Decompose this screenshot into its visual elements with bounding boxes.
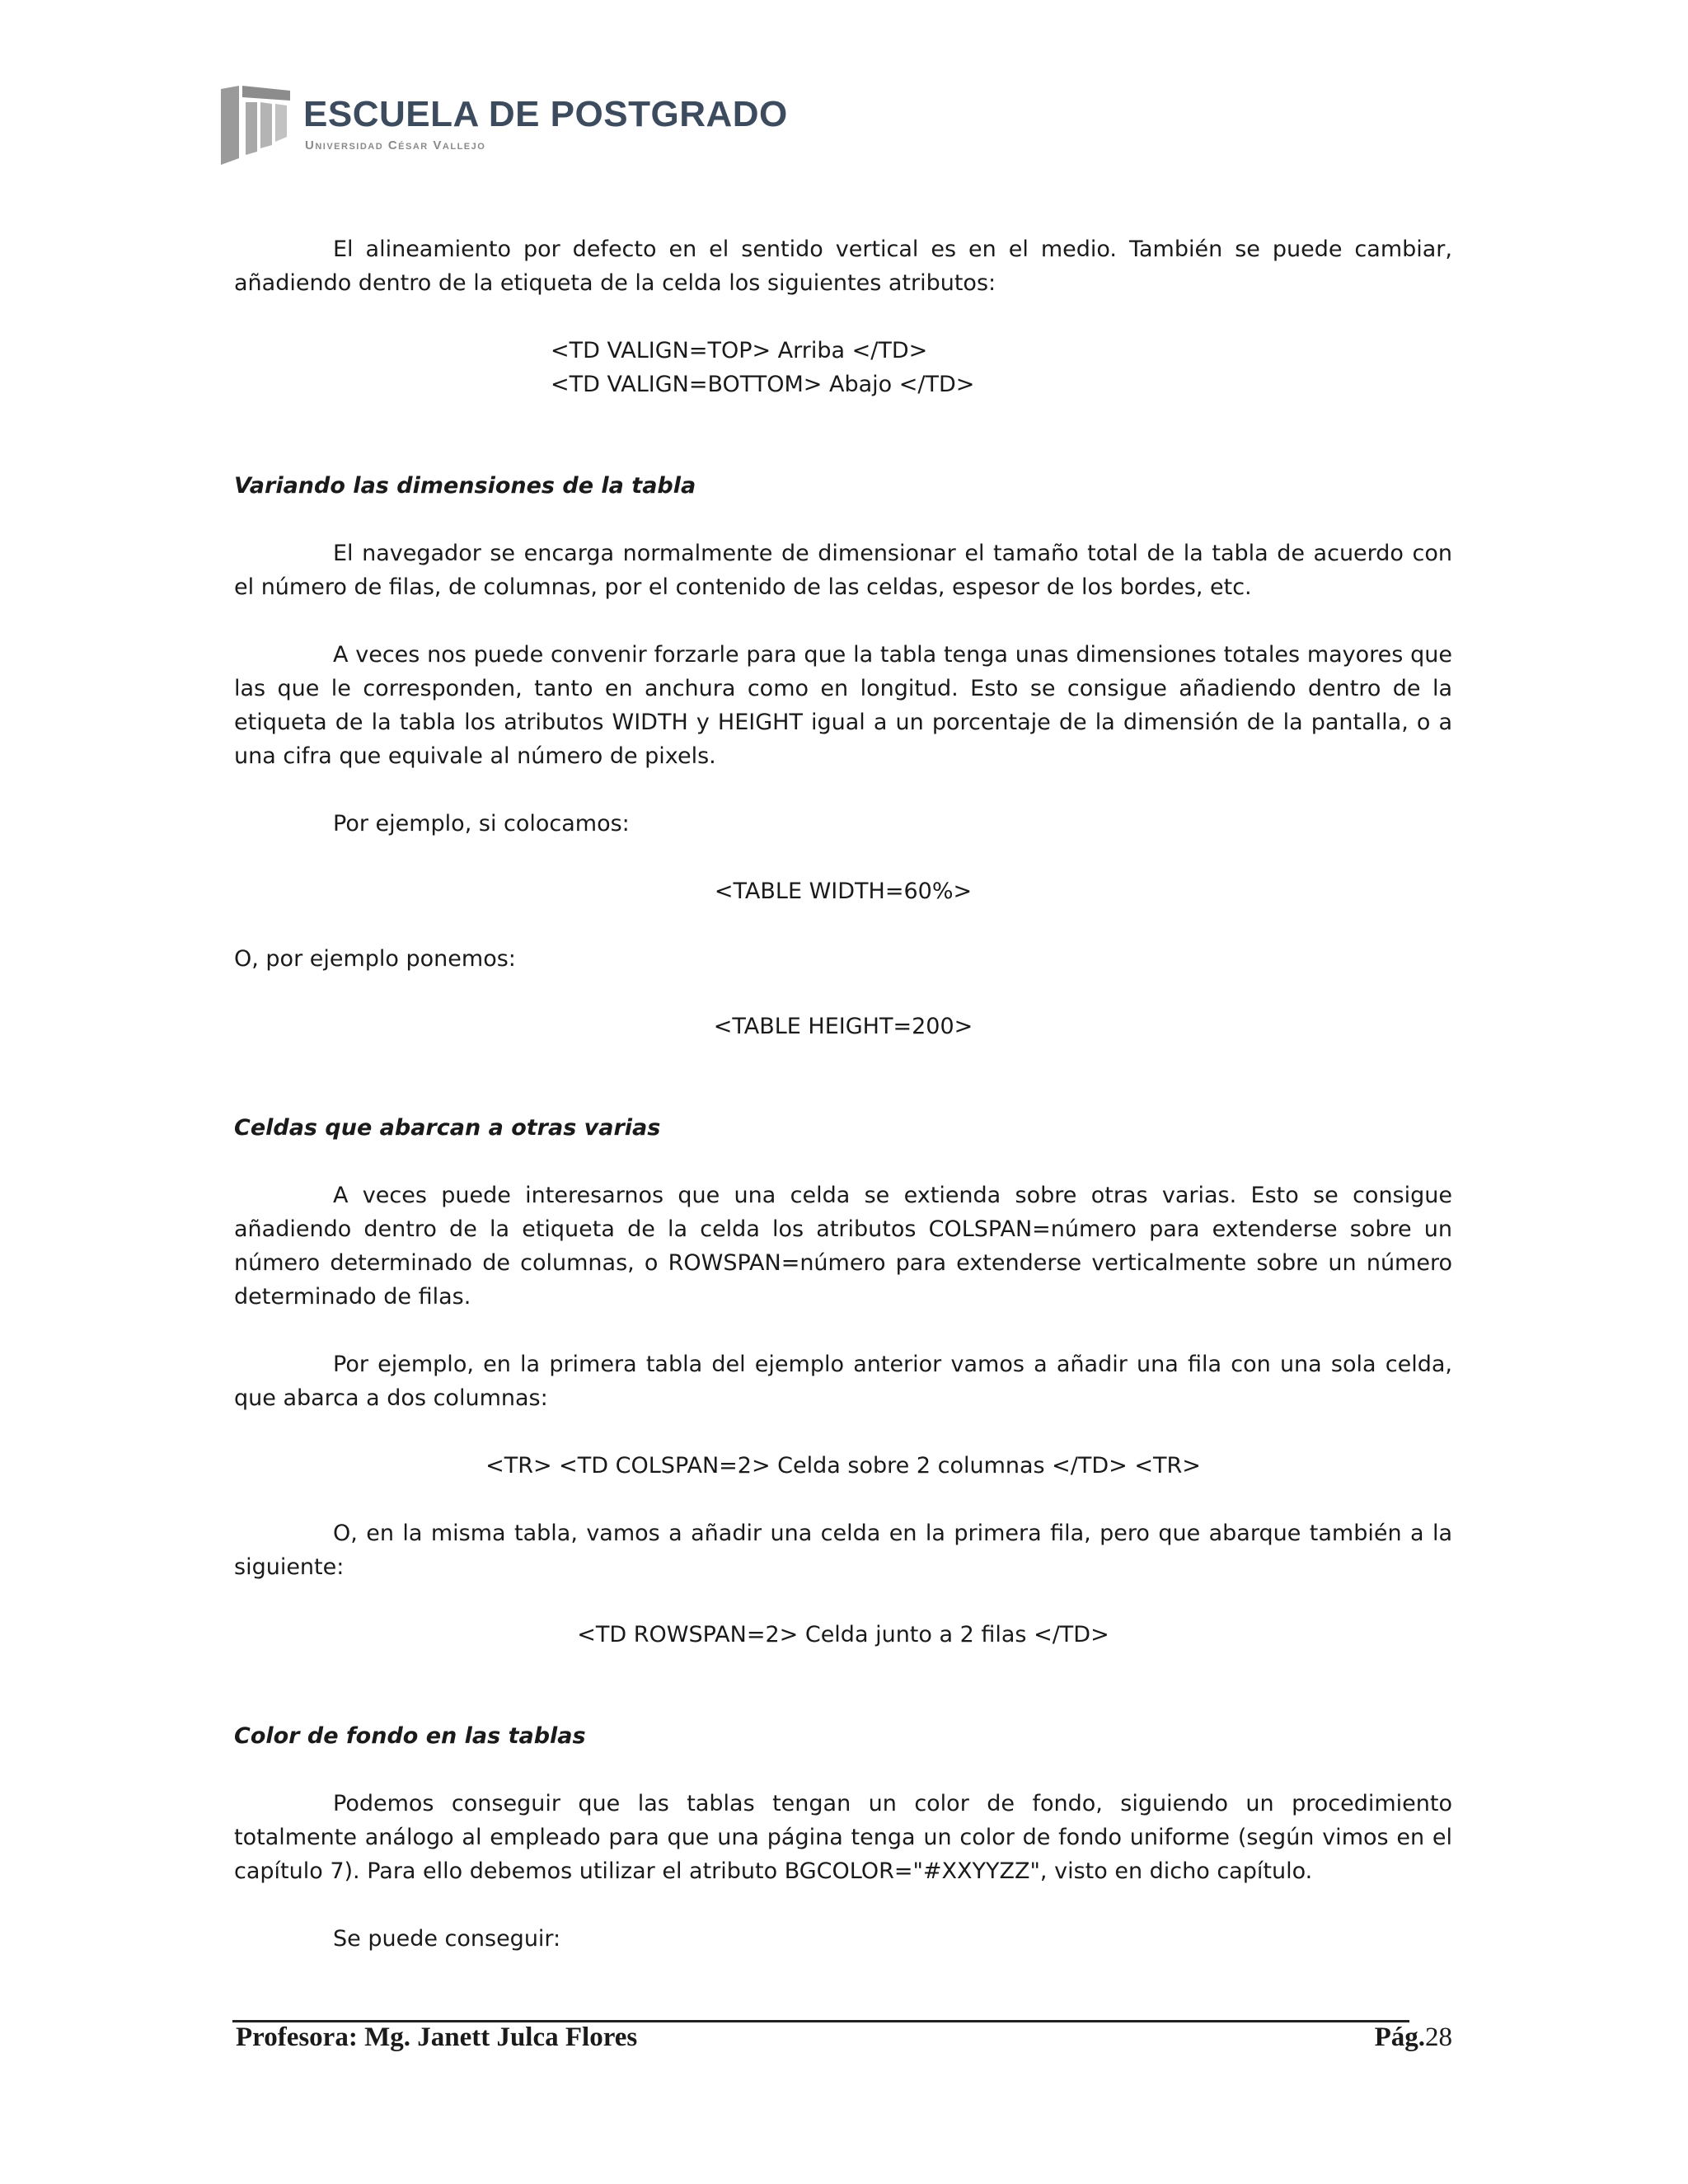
paragraph: A veces nos puede convenir forzarle para que la tabla tenga unas dimensiones totales mayores que las que le corresponden, tanto en anchura como en longitud. Esto se consigue añadiendo dentro de la etiqueta de la tabla los atributos WIDTH y HEIGHT igual a un porcentaje de la dimensión de la pantalla, o a una cifra que equivale al número de pixels. [234,642,1452,769]
paragraph: El navegador se encarga normalmente de dimensionar el tamaño total de la tabla de acuerdo con el número de filas, de columnas, por el contenido de las celdas, espesor de los bordes, etc. [234,541,1452,600]
logo-title: ESCUELA DE POSTGRADO [303,94,788,134]
paragraph: O, en la misma tabla, vamos a añadir una celda en la primera fila, pero que abarque también a la siguiente: [234,1521,1452,1580]
paragraph: O, por ejemplo ponemos: [234,946,516,972]
code-block [234,334,1452,401]
footer-author: Profesora: Mg. Janett Julca Flores [236,2022,638,2052]
code-line: <TD ROWSPAN=2> Celda junto a 2 filas </TD> [577,1622,1109,1647]
paragraph: Por ejemplo, en la primera tabla del ejemplo anterior vamos a añadir una fila con una sola celda, que abarca a dos columnas: [234,1352,1452,1411]
section-heading: Celdas que abarcan a otras varias [234,1115,661,1141]
paragraph: Podemos conseguir que las tablas tengan un color de fondo, siguiendo un procedimiento totalmente análogo al empleado para que una página tenga un color de fondo uniforme (según vimos en el capítulo 7). Para ello debemos utilizar el atributo BGCOLOR="#XXYYZZ", visto en dicho capítulo. [234,1791,1452,1884]
code-line: <TD VALIGN=BOTTOM> Abajo </TD> [551,372,975,397]
paragraph: Se puede conseguir: [333,1926,561,1952]
section-heading: Color de fondo en las tablas [234,1723,586,1749]
page-number [1375,2022,1452,2053]
paragraph: El alineamiento por defecto en el sentido vertical es en el medio. También se puede cambiar, añadiendo dentro de la etiqueta de la celda los siguientes atributos: [234,237,1452,296]
page-body [234,232,1452,1956]
code-line: <TR> <TD COLSPAN=2> Celda sobre 2 columnas </TD> <TR> [485,1453,1201,1479]
header-logo [221,79,788,170]
university-logo-icon [221,84,290,165]
page-label: Pág. [1374,2022,1425,2052]
code-line: <TABLE WIDTH=60%> [714,879,973,904]
section-heading: Variando las dimensiones de la tabla [234,473,696,499]
code-line: <TD VALIGN=TOP> Arriba </TD> [551,338,928,363]
logo-subtitle: Universidad César Vallejo [305,138,486,152]
page-number-value: 28 [1425,2022,1452,2052]
code-line: <TABLE HEIGHT=200> [713,1014,973,1039]
paragraph: Por ejemplo, si colocamos: [333,811,630,837]
paragraph: A veces puede interesarnos que una celda se extienda sobre otras varias. Esto se consigue añadiendo dentro de la etiqueta de la celda los atributos COLSPAN=número para extenderse sobre un número determinado de columnas, o ROWSPAN=número para extenderse verticalmente sobre un número determinado de filas. [234,1183,1452,1310]
